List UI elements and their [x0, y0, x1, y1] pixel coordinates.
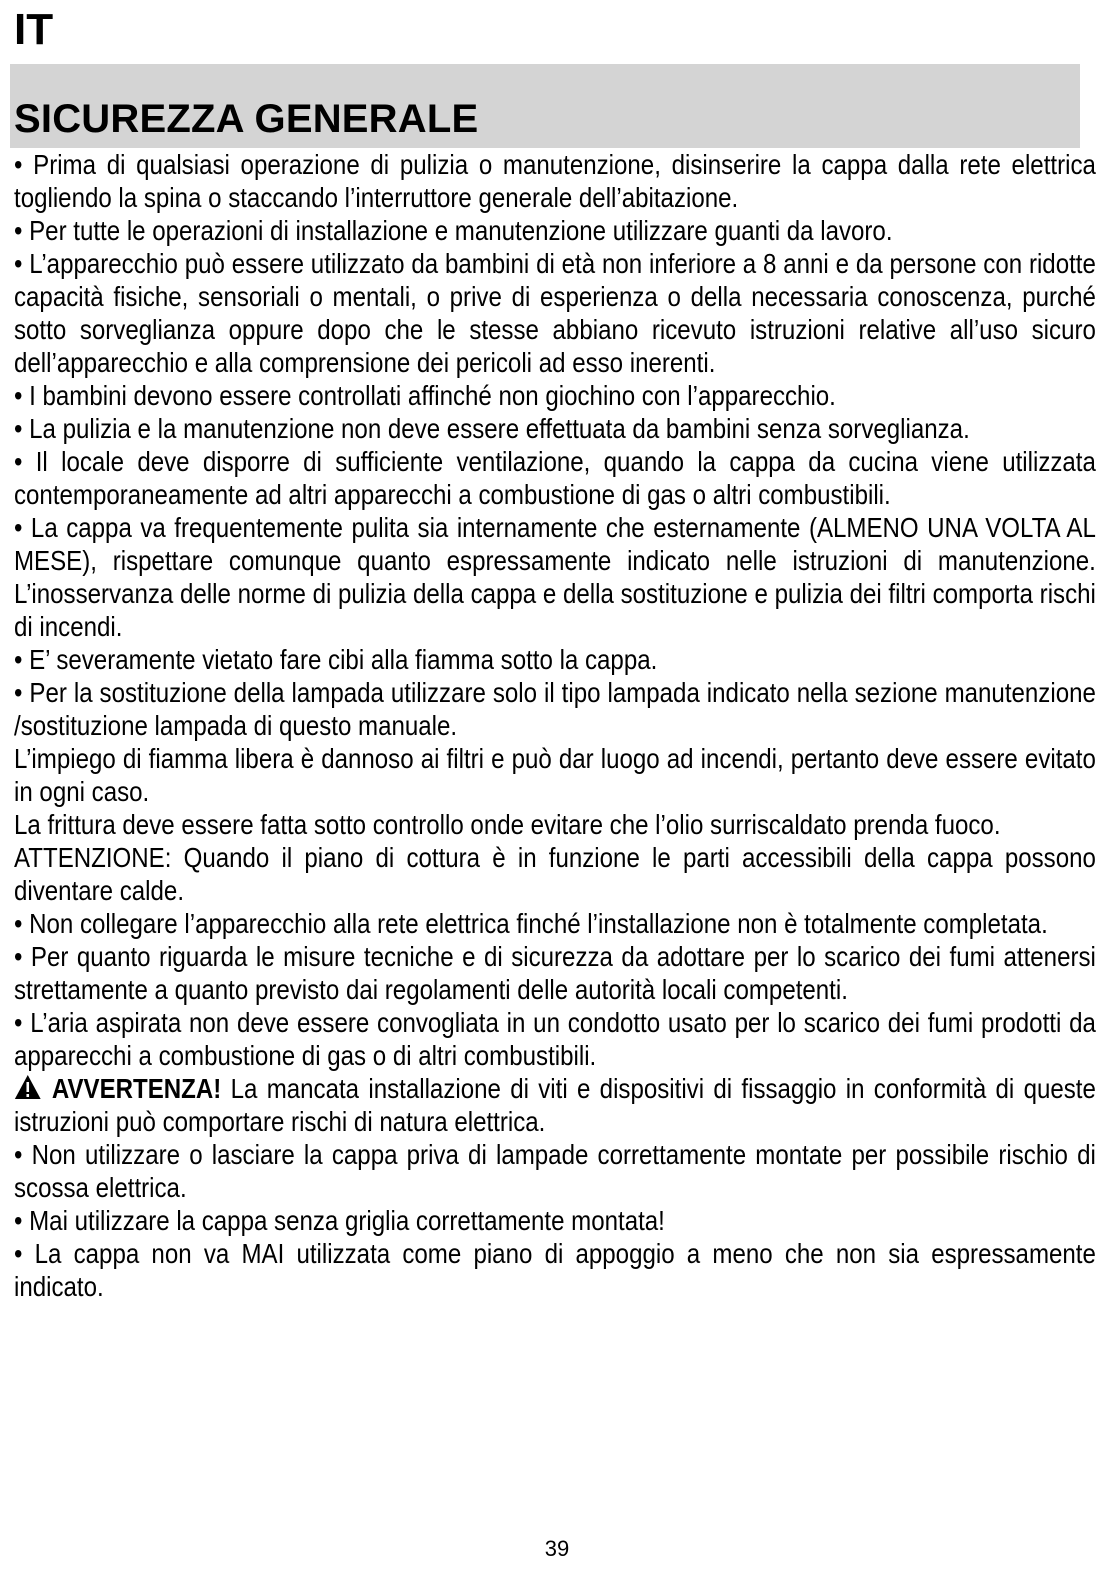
language-code: IT — [14, 5, 54, 54]
paragraph: • Non utilizzare o lasciare la cappa priva di lampade correttamente montate per possibile rischio di scossa elettrica. — [14, 1139, 1096, 1203]
paragraph: • Non collegare l’apparecchio alla rete elettrica finché l’installazione non è totalmente completata. — [14, 908, 1048, 939]
paragraph: • Per la sostituzione della lampada utilizzare solo il tipo lampada indicato nella sezione manutenzione /sostituzione lampada di questo manuale. — [14, 677, 1096, 741]
warning-triangle-icon — [14, 1074, 42, 1100]
paragraph: L’impiego di fiamma libera è dannoso ai filtri e può dar luogo ad incendi, pertanto deve essere evitato in ogni caso. — [14, 743, 1096, 807]
paragraph: • E’ severamente vietato fare cibi alla fiamma sotto la cappa. — [14, 644, 658, 675]
body-text — [14, 148, 1096, 1303]
paragraph: • Il locale deve disporre di sufficiente ventilazione, quando la cappa da cucina viene utilizzata contemporaneamente ad altri apparecchi a combustione di gas o altri combustibili. — [14, 446, 1096, 510]
title-band — [10, 64, 1080, 148]
page-number: 39 — [544, 1536, 570, 1561]
paragraph: • L’aria aspirata non deve essere convogliata in un condotto usato per lo scarico dei fumi prodotti da apparecchi a combustione di gas o di altri combustibili. — [14, 1007, 1096, 1071]
paragraph: • Mai utilizzare la cappa senza griglia correttamente montata! — [14, 1205, 665, 1236]
paragraph: • La cappa va frequentemente pulita sia internamente che esternamente (ALMENO UNA VOLTA AL MESE), rispettare comunque quanto espressamente indicato nelle istruzioni di manutenzione. L’inosservanza delle norme di pulizia della cappa e della sostituzione e pulizia dei filtri comporta rischi di incendi. — [14, 512, 1096, 642]
paragraph: • La pulizia e la manutenzione non deve essere effettuata da bambini senza sorveglianza. — [14, 413, 970, 444]
paragraph: • I bambini devono essere controllati affinché non giochino con l’apparecchio. — [14, 380, 836, 411]
paragraph: • L’apparecchio può essere utilizzato da bambini di età non inferiore a 8 anni e da persone con ridotte capacità fisiche, sensoriali o mentali, o prive di esperienza o della necessaria conoscenza, purché sotto sorveglianza oppure dopo che le stesse abbiano ricevuto istruzioni relative all’uso sicuro dell’apparecchio e alla comprensione dei pericoli ad esso inerenti. — [14, 248, 1096, 378]
paragraph: La frittura deve essere fatta sotto controllo onde evitare che l’olio surriscaldato prenda fuoco. — [14, 809, 1001, 840]
paragraph: • Per tutte le operazioni di installazione e manutenzione utilizzare guanti da lavoro. — [14, 215, 893, 246]
paragraph: ATTENZIONE: Quando il piano di cottura è in funzione le parti accessibili della cappa possono diventare calde. — [14, 842, 1096, 906]
paragraph: • La cappa non va MAI utilizzata come piano di appoggio a meno che non sia espressamente indicato. — [14, 1238, 1096, 1302]
paragraph: • Prima di qualsiasi operazione di pulizia o manutenzione, disinserire la cappa dalla rete elettrica togliendo la spina o staccando l’interruttore generale dell’abitazione. — [14, 149, 1096, 213]
warning-paragraph — [14, 1072, 1096, 1138]
paragraph: • Per quanto riguarda le misure tecniche e di sicurezza da adottare per lo scarico dei fumi attenersi strettamente a quanto previsto dai regolamenti delle autorità locali competenti. — [14, 941, 1096, 1005]
page-title: SICUREZZA GENERALE — [14, 97, 479, 141]
warning-label: AVVERTENZA! — [51, 1073, 222, 1104]
warning-text: La mancata installazione di viti e dispositivi di fissaggio in conformità di queste istruzioni può comportare rischi di natura elettrica. — [14, 1073, 1096, 1137]
